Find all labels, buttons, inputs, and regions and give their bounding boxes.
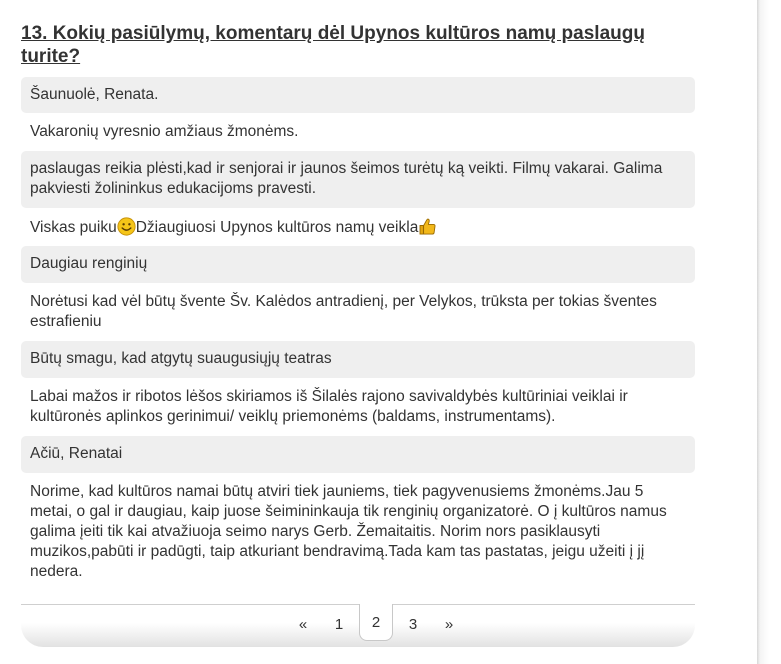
answer-item: Norėtusi kad vėl būtų švente Šv. Kalėdos antradienį, per Velykos, trūksta per tokias šventes estrafieniu bbox=[30, 293, 657, 330]
answer-item: Daugiau renginių bbox=[21, 246, 695, 283]
question-title: 13. Kokių pasiūlymų, komentarų dėl Upynos kultūros namų paslaugų turite? bbox=[21, 23, 645, 67]
answer-item: Norime, kad kultūros namai būtų atviri tiek jauniems, tiek pagyvenusiems žmonėms.Jau 5 metai, o gal ir daugiau, kaip juose šeimininkauja tik renginių organizatorė. O į kultūros namus galima įeiti tik kai atvažiuoja seimo narys Gerb. Žemaitaitis. Norim nors pasiklausyti muzikos,pabūti ir padūgti, taip atkuriant bendravimą.Tada kam tas pastatas, jeigu užeiti į jį nedera. bbox=[30, 483, 667, 580]
answer-item: Šaunuolė, Renata. bbox=[21, 77, 695, 113]
answer-item: paslaugas reikia plėsti,kad ir senjorai ir jaunos šeimos turėtų ką veikti. Filmų vakarai. Galima pakviesti žolininkus edukacijoms pravesti. bbox=[21, 151, 695, 208]
answer-text: Viskas puiku bbox=[30, 219, 117, 236]
window-edge-shadow bbox=[757, 0, 781, 664]
answer-item: Būtų smagu, kad atgytų suaugusiųjų teatras bbox=[21, 341, 695, 378]
page-1-link[interactable]: 1 bbox=[334, 616, 344, 633]
pagination-items bbox=[285, 605, 467, 643]
prev-page-button[interactable]: « bbox=[298, 616, 308, 633]
answer-text: Džiaugiuosi Upynos kultūros namų veikla bbox=[135, 219, 419, 236]
answers-list bbox=[21, 77, 695, 588]
thumbs-up-icon bbox=[418, 217, 437, 242]
page-3-link[interactable]: 3 bbox=[408, 616, 418, 633]
pagination bbox=[21, 604, 695, 647]
next-page-button[interactable]: » bbox=[444, 616, 454, 633]
smiling-face-icon bbox=[117, 217, 136, 242]
answer-item bbox=[21, 208, 695, 246]
answer-item: Labai mažos ir ribotos lėšos skiriamos iš Šilalės rajono savivaldybės kultūriniai veiklai ir kultūronės aplinkos gerinimui/ veiklų priemonėms (baldams, instrumentams). bbox=[30, 388, 628, 425]
answer-item: Ačiū, Renatai bbox=[21, 436, 695, 473]
page-2-current[interactable]: 2 bbox=[359, 604, 393, 641]
answer-item: Vakaronių vyresnio amžiaus žmonėms. bbox=[30, 123, 299, 140]
